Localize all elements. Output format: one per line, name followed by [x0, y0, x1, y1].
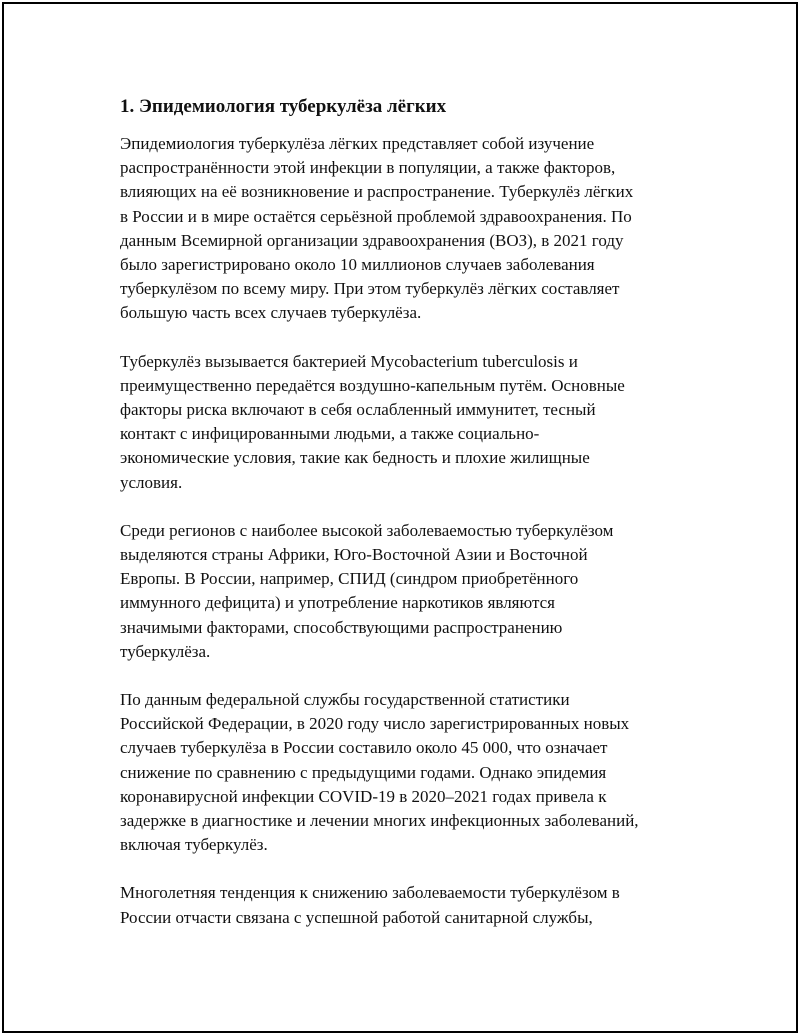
section-heading: 1. Эпидемиология туберкулёза лёгких [120, 96, 447, 117]
paragraph-2 [120, 350, 700, 495]
text-line: случаев туберкулёза в России составило около 45 000, что означает [120, 738, 608, 758]
paragraph-4 [120, 688, 700, 857]
text-line: распространённости этой инфекции в популяции, а также факторов, [120, 158, 616, 178]
text-line: Многолетняя тенденция к снижению заболеваемости туберкулёзом в [120, 883, 620, 903]
text-line: снижение по сравнению с предыдущими годами. Однако эпидемия [120, 762, 607, 782]
text-line: туберкулёзом по всему миру. При этом туберкулёз лёгких составляет [120, 279, 620, 299]
text-line: преимущественно передаётся воздушно-капельным путём. Основные [120, 375, 625, 395]
text-line: Европы. В России, например, СПИД (синдром приобретённого [120, 569, 579, 589]
paragraph-5 [120, 881, 700, 929]
text-line: большую часть всех случаев туберкулёза. [120, 303, 422, 323]
text-line: По данным федеральной службы государственной статистики [120, 690, 570, 710]
document-content [120, 94, 700, 954]
document-page [2, 2, 798, 1033]
text-line: контакт с инфицированными людьми, а также социально- [120, 424, 540, 444]
text-line: данным Всемирной организации здравоохранения (ВОЗ), в 2021 году [120, 230, 624, 250]
text-line: Эпидемиология туберкулёза лёгких представляет собой изучение [120, 134, 595, 153]
text-line: включая туберкулёз. [120, 835, 268, 855]
text-line: Туберкулёз вызывается бактерией Mycobacterium tuberculosis и [120, 351, 578, 371]
text-line: задержке в диагностике и лечении многих инфекционных заболеваний, [120, 811, 639, 831]
text-line: туберкулёза. [120, 641, 211, 661]
text-line: факторы риска включают в себя ослабленный иммунитет, тесный [120, 400, 596, 420]
text-line: в России и в мире остаётся серьёзной проблемой здравоохранения. По [120, 206, 632, 226]
text-line: Среди регионов с наиболее высокой заболеваемостью туберкулёзом [120, 520, 614, 540]
text-line: было зарегистрировано около 10 миллионов случаев заболевания [120, 255, 595, 275]
text-line: иммунного дефицита) и употребление наркотиков являются [120, 593, 555, 613]
text-line: выделяются страны Африки, Юго-Восточной Азии и Восточной [120, 545, 588, 565]
text-line: России отчасти связана с успешной работой санитарной службы, [120, 907, 593, 927]
text-line: Российской Федерации, в 2020 году число зарегистрированных новых [120, 714, 630, 734]
paragraph-3 [120, 519, 700, 664]
text-line: экономические условия, такие как бедность и плохие жилищные [120, 448, 590, 468]
text-line: коронавирусной инфекции COVID-19 в 2020–2021 годах привела к [120, 786, 607, 806]
paragraph-1 [120, 132, 700, 326]
text-line: значимыми факторами, способствующими распространению [120, 617, 563, 637]
text-line: условия. [120, 472, 183, 492]
text-line: влияющих на её возникновение и распространение. Туберкулёз лёгких [120, 182, 634, 202]
